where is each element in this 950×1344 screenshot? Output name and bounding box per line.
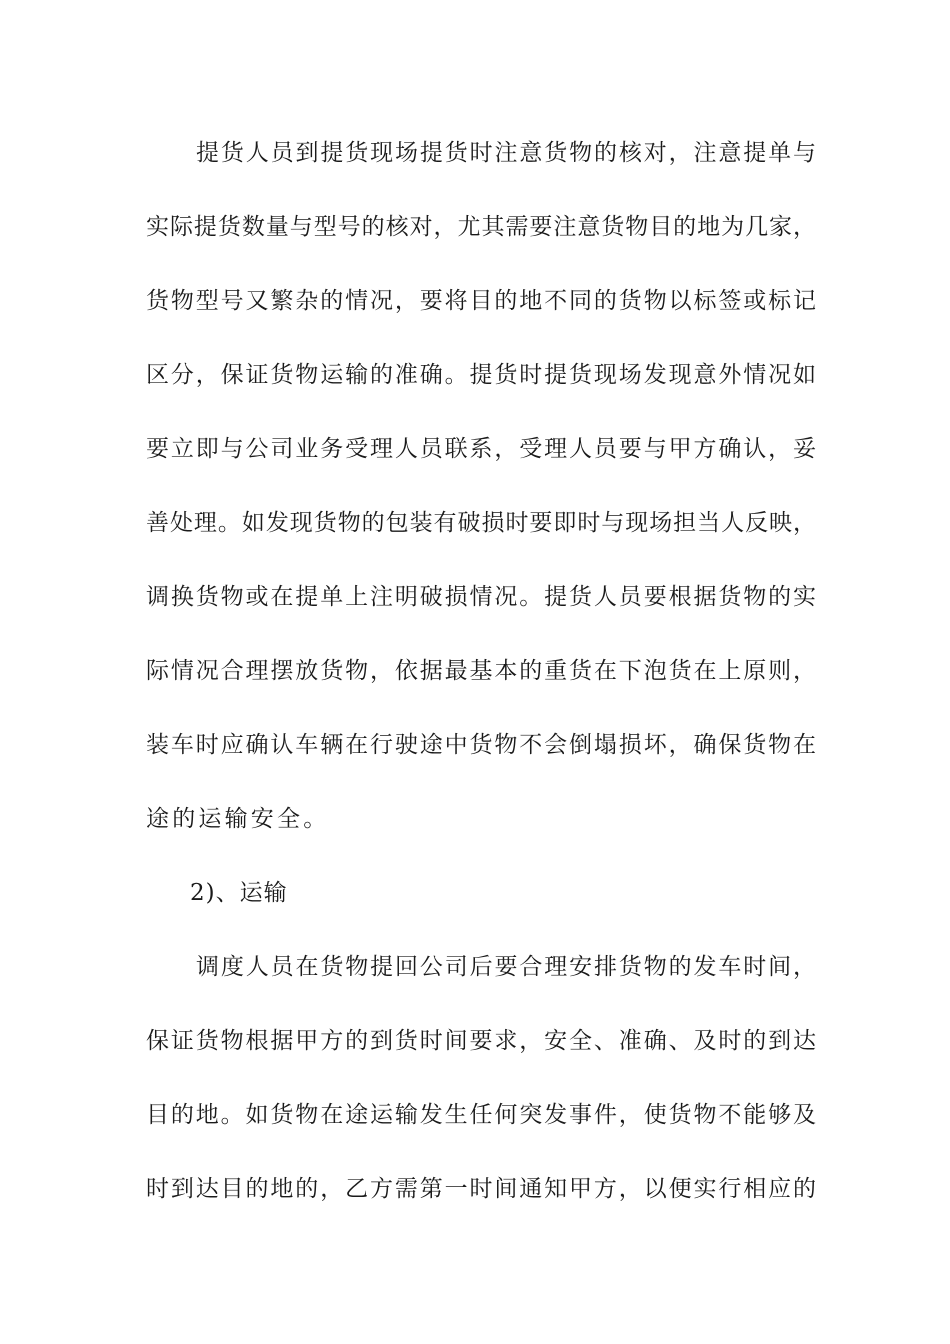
paragraph-1-line-9: 装车时应确认车辆在行驶途中货物不会倒塌损坏，确保货物在 [146,732,816,758]
section-heading: 2)、运输 [190,880,288,906]
paragraph-1-line-8: 际情况合理摆放货物，依据最基本的重货在下泡货在上原则， [146,658,816,684]
paragraph-1-line-4: 区分，保证货物运输的准确。提货时提货现场发现意外情况如 [146,362,816,388]
paragraph-1-line-2: 实际提货数量与型号的核对，尤其需要注意货物目的地为几家， [146,214,816,240]
paragraph-1-line-3: 货物型号又繁杂的情况，要将目的地不同的货物以标签或标记 [146,288,816,314]
paragraph-1-line-7: 调换货物或在提单上注明破损情况。提货人员要根据货物的实 [146,584,816,610]
paragraph-1-line-6: 善处理。如发现货物的包装有破损时要即时与现场担当人反映， [146,510,816,536]
paragraph-1-line-5: 要立即与公司业务受理人员联系，受理人员要与甲方确认，妥 [146,436,816,462]
paragraph-2-line-3: 目的地。如货物在途运输发生任何突发事件，使货物不能够及 [146,1102,816,1128]
paragraph-2-line-1: 调度人员在货物提回公司后要合理安排货物的发车时间， [196,954,816,980]
paragraph-1-line-10: 途的运输安全。 [146,806,330,832]
paragraph-2-line-2: 保证货物根据甲方的到货时间要求，安全、准确、及时的到达 [146,1028,816,1054]
paragraph-2-line-4: 时到达目的地的，乙方需第一时间通知甲方，以便实行相应的 [146,1176,816,1202]
paragraph-1-line-1: 提货人员到提货现场提货时注意货物的核对，注意提单与 [196,140,816,166]
